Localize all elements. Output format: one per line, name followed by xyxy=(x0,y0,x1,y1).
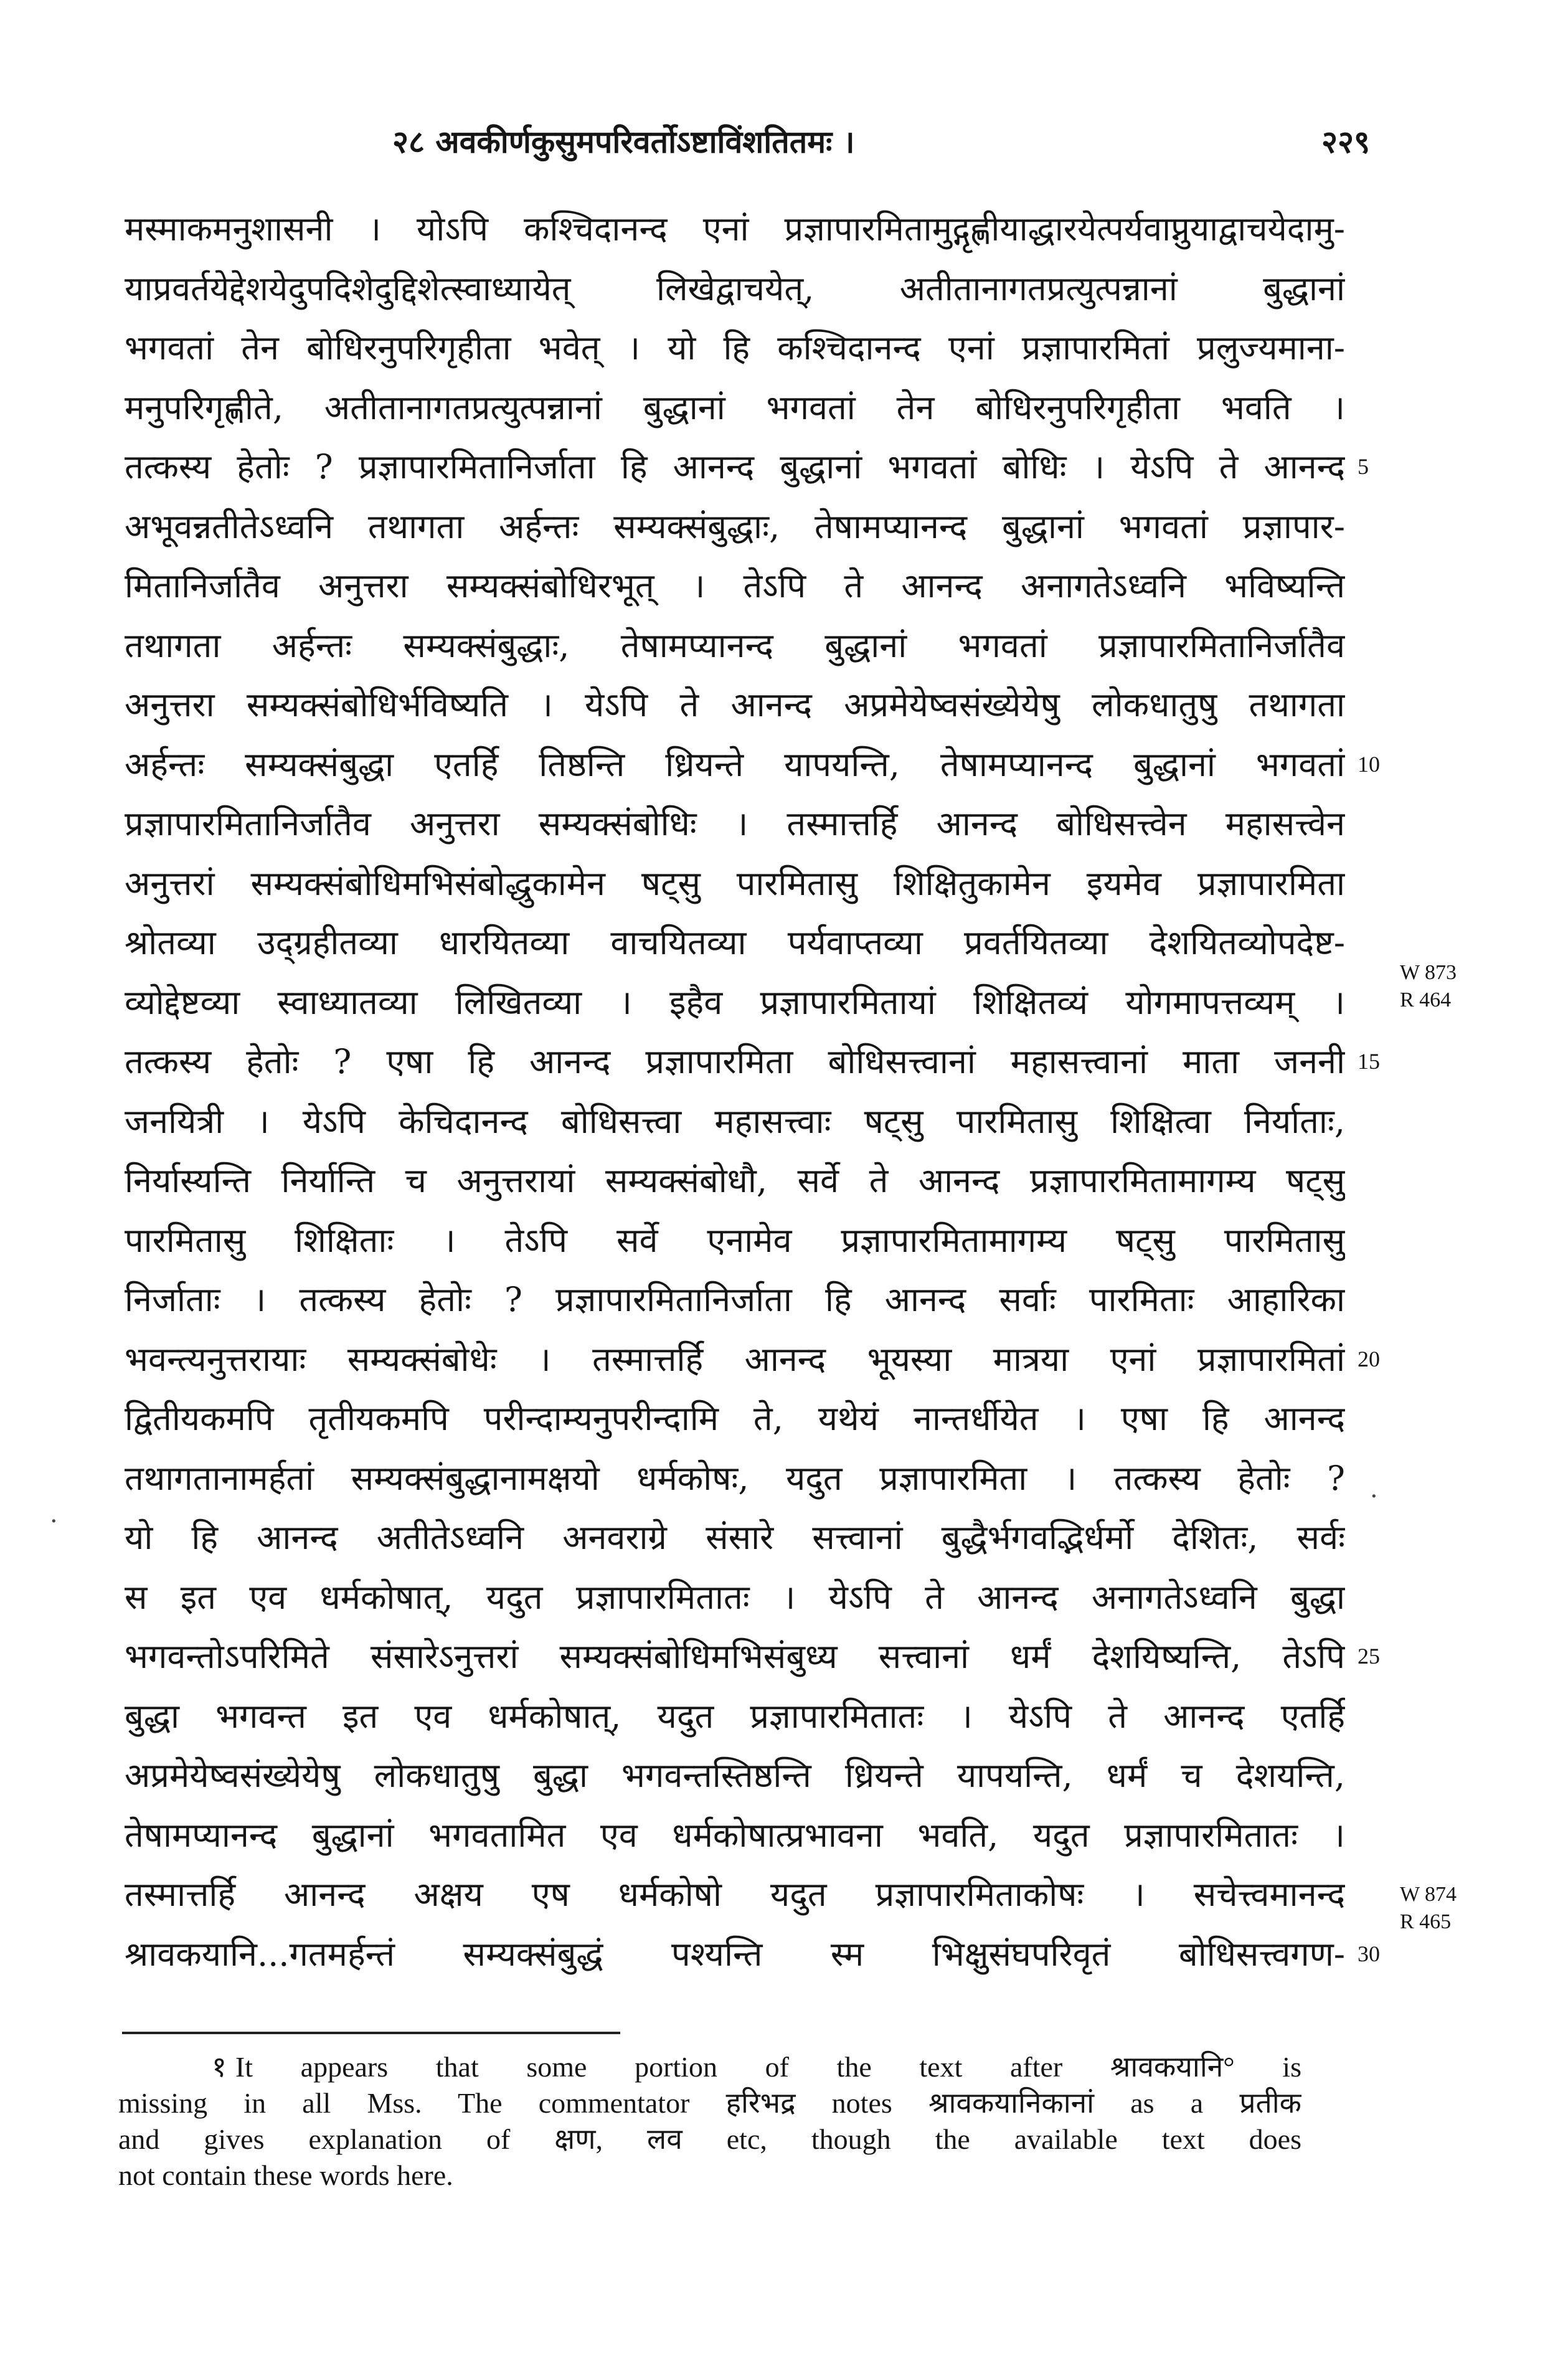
running-head xyxy=(125,120,1370,169)
line-text: मस्माकमनुशासनी । योऽपि कश्चिदानन्द एनां प्रज्ञापारमितामुद्गृह्णीयाद्धारयेत्पर्यवाप्नुयाद्वाचयेदामु- xyxy=(125,209,1345,249)
line-number: 25 xyxy=(1358,1644,1380,1669)
text-line xyxy=(125,794,1345,854)
text-line xyxy=(125,1092,1345,1152)
footnote-line xyxy=(118,2049,1301,2085)
line-text: निर्यास्यन्ति निर्यान्ति च अनुत्तरायां सम्यक्संबोधौ, सर्वे ते आनन्द प्रज्ञापारमितामागम्य षट्सु xyxy=(125,1161,1345,1200)
text-line xyxy=(125,616,1345,676)
text-line xyxy=(125,854,1345,914)
line-text: श्रावकयानि...गतमर्हन्तं सम्यक्संबुद्धं पश्यन्ति स्म भिक्षुसंघपरिवृतं बोधिसत्त्वगण- xyxy=(125,1934,1345,1974)
line-text: अर्हन्तः सम्यक्संबुद्धा एतर्हि तिष्ठन्ति ध्रियन्ते यापयन्ति, तेषामप्यानन्द बुद्धानां भगवतां xyxy=(125,744,1345,784)
text-line xyxy=(125,1865,1345,1925)
line-number: 30 xyxy=(1358,1941,1380,1966)
line-text: मितानिर्जातैव अनुत्तरा सम्यक्संबोधिरभूत् । तेऽपि ते आनन्द अनागतेऽध्वनि भविष्यन्ति xyxy=(125,566,1345,605)
line-number: 15 xyxy=(1358,1049,1380,1074)
text-line xyxy=(125,1508,1345,1568)
line-text: बुद्धा भगवन्त इत एव धर्मकोषात्, यदुत प्रज्ञापारमितातः । येऽपि ते आनन्द एतर्हि xyxy=(125,1696,1345,1736)
text-line xyxy=(125,497,1345,557)
line-text: तस्मात्तर्हि आनन्द अक्षय एष धर्मकोषो यदुत प्रज्ञापारमिताकोषः । सचेत्त्वमानन्द xyxy=(125,1875,1345,1914)
chapter-title: २८ अवकीर्णकुसुमपरिवर्तोऽष्टाविंशतितमः । xyxy=(392,123,855,160)
side-note-r: R 465 xyxy=(1400,1910,1452,1933)
text-line xyxy=(125,1627,1380,1687)
footnote-marker: १ xyxy=(212,2051,227,2083)
line-text: भगवतां तेन बोधिरनुपरिगृहीता भवेत् । यो हि कश्चिदानन्द एनां प्रज्ञापारमितां प्रलुज्यमाना- xyxy=(125,328,1345,367)
line-text: मनुपरिगृह्णीते, अतीतानागतप्रत्युत्पन्नानां बुद्धानां भगवतां तेन बोधिरनुपरिगृहीता भवति । xyxy=(125,387,1345,427)
line-text: पारमितासु शिक्षिताः । तेऽपि सर्वे एनामेव प्रज्ञापारमितामागम्य षट्सु पारमितासु xyxy=(125,1220,1345,1260)
text-line xyxy=(125,1211,1345,1271)
text-line xyxy=(125,735,1380,795)
text-line xyxy=(125,1389,1345,1449)
page-number: २२९ xyxy=(1321,123,1370,160)
line-text: अनुत्तरा सम्यक्संबोधिर्भविष्यति । येऽपि ते आनन्द अप्रमेयेष्वसंख्येयेषु लोकधातुषु तथागता xyxy=(125,685,1345,724)
footnote-text: and gives explanation of क्षण, लव etc, though the available text does xyxy=(118,2123,1301,2155)
text-line xyxy=(125,1925,1380,1984)
text-line xyxy=(125,1032,1380,1092)
text-line xyxy=(125,675,1345,735)
line-text: व्योद्देष्टव्या स्वाध्यातव्या लिखितव्या । इहैव प्रज्ञापारमितायां शिक्षितव्यं योगमापत्तव्यम् । xyxy=(125,982,1345,1022)
line-text: तत्कस्य हेतोः ? एषा हि आनन्द प्रज्ञापारमिता बोधिसत्त्वानां महासत्त्वानां माता जननी xyxy=(125,1042,1345,1081)
text-line xyxy=(125,437,1369,497)
line-text: तथागता अर्हन्तः सम्यक्संबुद्धाः, तेषामप्यानन्द बुद्धानां भगवतां प्रज्ञापारमितानिर्जातैव xyxy=(125,625,1345,665)
line-text: तत्कस्य हेतोः ? प्रज्ञापारमितानिर्जाता हि आनन्द बुद्धानां भगवतां बोधिः । येऽपि ते आनन्द xyxy=(125,447,1345,486)
text-line xyxy=(125,1270,1345,1330)
text-line xyxy=(125,913,1345,973)
text-line xyxy=(125,199,1345,259)
line-text: तथागतानामर्हतां सम्यक्संबुद्धानामक्षयो धर्मकोषः, यदुत प्रज्ञापारमिता । तत्कस्य हेतोः ? xyxy=(125,1458,1345,1498)
body-text xyxy=(125,199,1380,1984)
line-text: यो हि आनन्द अतीतेऽध्वनि अनवराग्रे संसारे सत्त्वानां बुद्धैर्भगवद्भिर्धर्मो देशितः, सर्वः xyxy=(125,1518,1345,1557)
line-text: जनयित्री । येऽपि केचिदानन्द बोधिसत्त्वा महासत्त्वाः षट्सु पारमितासु शिक्षित्वा निर्याताः, xyxy=(125,1101,1345,1141)
text-line xyxy=(125,318,1345,378)
text-line xyxy=(125,1746,1345,1806)
line-text: अभूवन्नतीतेऽध्वनि तथागता अर्हन्तः सम्यक्संबुद्धाः, तेषामप्यानन्द बुद्धानां भगवतां प्रज्ञापार- xyxy=(125,506,1345,546)
line-text: प्रज्ञापारमितानिर्जातैव अनुत्तरा सम्यक्संबोधिः । तस्मात्तर्हि आनन्द बोधिसत्त्वेन महासत्त्वेन xyxy=(125,804,1345,843)
side-note-1 xyxy=(1400,959,1457,1014)
footnote-rule xyxy=(122,2032,620,2034)
footnote-line xyxy=(118,2121,1301,2157)
text-line xyxy=(125,973,1345,1033)
footnote-line xyxy=(118,2157,1301,2194)
line-number: 20 xyxy=(1358,1346,1380,1371)
margin-mark: · xyxy=(50,1507,58,1536)
line-text: द्वितीयकमपि तृतीयकमपि परीन्दाम्यनुपरीन्दामि ते, यथेयं नान्तर्धीयेत । एषा हि आनन्द xyxy=(125,1399,1345,1438)
footnote xyxy=(118,2049,1301,2194)
side-note-r: R 464 xyxy=(1400,988,1452,1011)
text-line xyxy=(125,378,1345,438)
line-text: भगवन्तोऽपरिमिते संसारेऽनुत्तरां सम्यक्संबोधिमभिसंबुध्य सत्त्वानां धर्मं देशयिष्यन्ति, तेऽपि xyxy=(125,1637,1345,1676)
line-text: स इत एव धर्मकोषात्, यदुत प्रज्ञापारमितातः । येऽपि ते आनन्द अनागतेऽध्वनि बुद्धा xyxy=(125,1577,1345,1617)
side-note-w: W 874 xyxy=(1400,1883,1457,1906)
footnote-text: It appears that some portion of the text after श्रावकयानि° is xyxy=(235,2051,1301,2083)
footnote-line xyxy=(118,2085,1301,2121)
text-line xyxy=(125,1568,1345,1627)
text-line xyxy=(125,259,1345,319)
text-line xyxy=(125,556,1345,616)
line-number: 5 xyxy=(1358,454,1369,479)
line-text: श्रोतव्या उद्ग्रहीतव्या धारयितव्या वाचयितव्या पर्यवाप्तव्या प्रवर्तयितव्या देशयितव्योपदेष्ट- xyxy=(125,923,1345,962)
line-text: निर्जाताः । तत्कस्य हेतोः ? प्रज्ञापारमितानिर्जाता हि आनन्द सर्वाः पारमिताः आहारिका xyxy=(125,1280,1345,1319)
side-note-2 xyxy=(1400,1881,1457,1936)
text-line xyxy=(125,1330,1380,1390)
side-note-w: W 873 xyxy=(1400,961,1457,984)
text-line xyxy=(125,1449,1345,1509)
line-text: तेषामप्यानन्द बुद्धानां भगवतामित एव धर्मकोषात्प्रभावना भवति, यदुत प्रज्ञापारमितातः । xyxy=(125,1815,1345,1855)
footnote-text: missing in all Mss. The commentator हरिभद्र notes श्रावकयानिकानां as a प्रतीक xyxy=(118,2087,1301,2119)
text-line xyxy=(125,1806,1345,1865)
footnote-text: not contain these words here. xyxy=(118,2159,453,2191)
margin-mark: · xyxy=(1370,1482,1378,1511)
text-line xyxy=(125,1687,1345,1746)
line-number: 10 xyxy=(1358,751,1380,777)
line-text: अनुत्तरां सम्यक्संबोधिमभिसंबोद्धुकामेन षट्सु पारमितासु शिक्षितुकामेन इयमेव प्रज्ञापारमिता xyxy=(125,863,1345,903)
line-text: भवन्त्यनुत्तरायाः सम्यक्संबोधेः । तस्मात्तर्हि आनन्द भूयस्या मात्रया एनां प्रज्ञापारमितां xyxy=(125,1339,1345,1379)
line-text: याप्रवर्तयेद्देशयेदुपदिशेदुद्दिशेत्स्वाध्यायेत् लिखेद्वाचयेत्, अतीतानागतप्रत्युत्पन्नानां बुद्धानां xyxy=(125,268,1345,308)
line-text: अप्रमेयेष्वसंख्येयेषु लोकधातुषु बुद्धा भगवन्तस्तिष्ठन्ति ध्रियन्ते यापयन्ति, धर्मं च देशयन्ति, xyxy=(125,1756,1345,1795)
text-line xyxy=(125,1151,1345,1211)
